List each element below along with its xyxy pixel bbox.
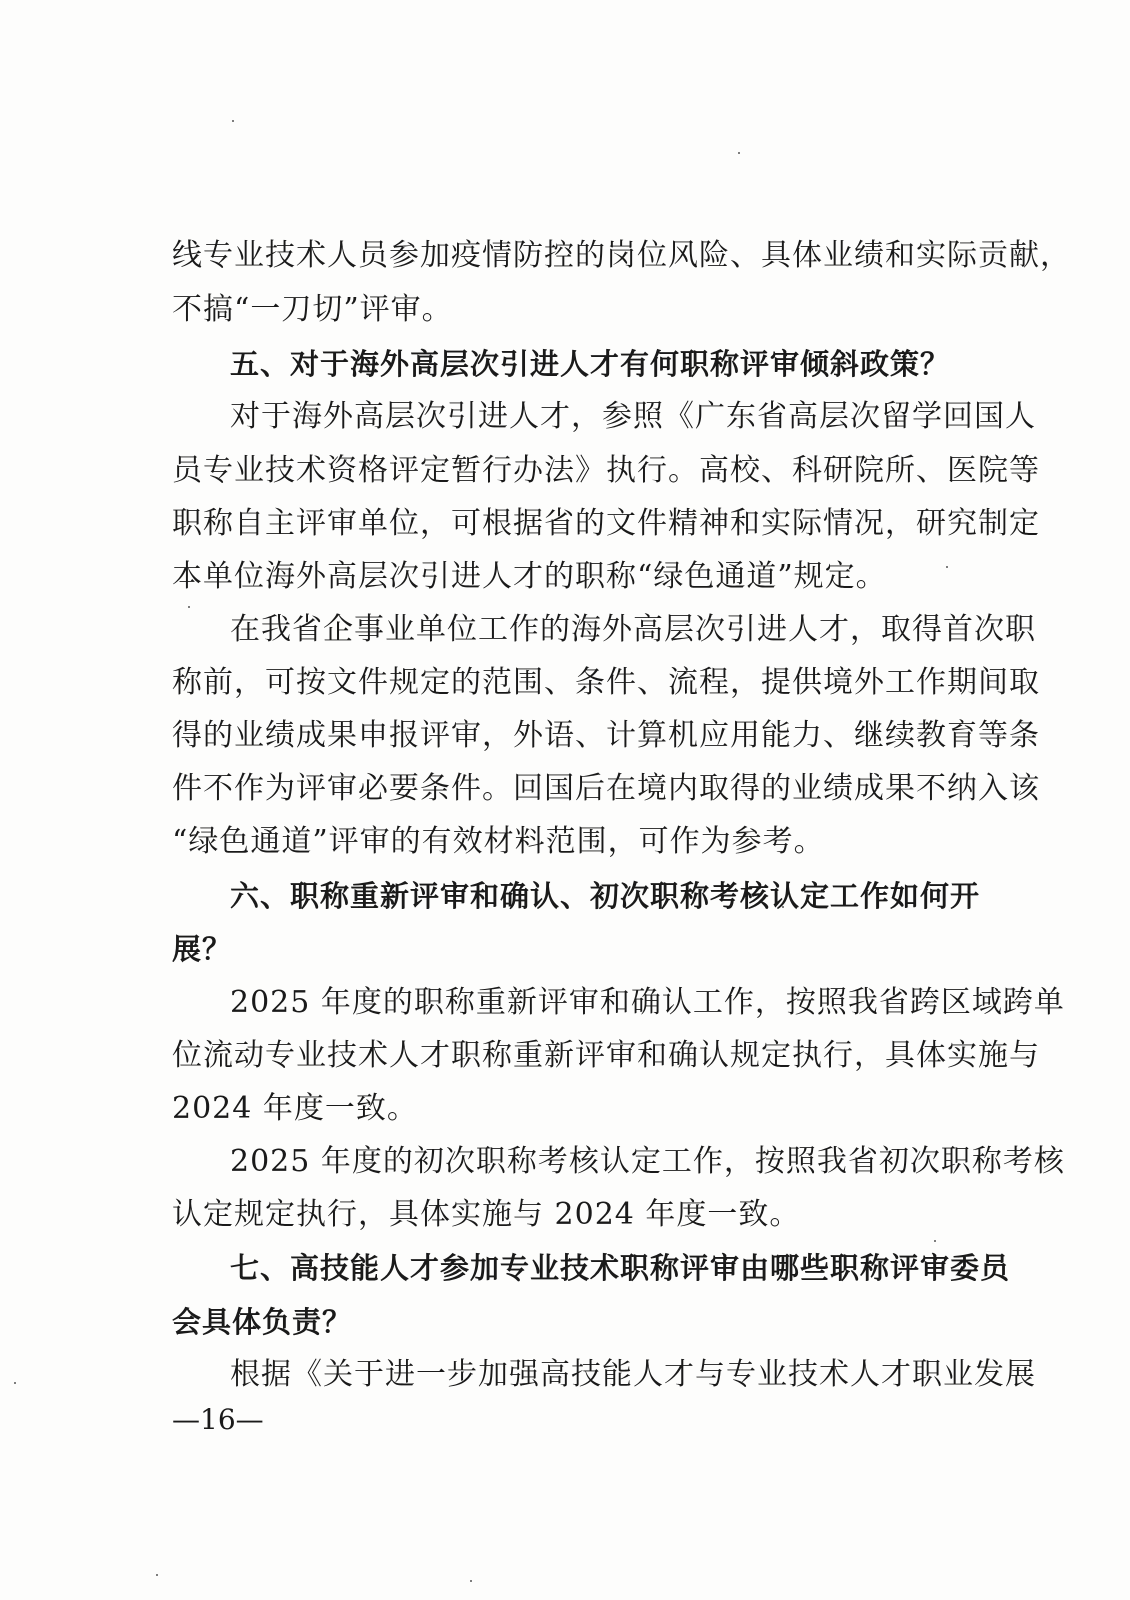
page-number: —16— xyxy=(172,1403,264,1436)
section-heading-5: 五、对于海外高层次引进人才有何职称评审倾斜政策？ xyxy=(230,347,951,381)
body-line: 称前，可按文件规定的范围、条件、流程，提供境外工作期间取 xyxy=(172,665,1040,700)
body-line: 2024 年度一致。 xyxy=(172,1091,418,1126)
section-heading-7-cont: 会具体负责？ xyxy=(172,1305,353,1339)
scan-speck xyxy=(738,152,740,154)
scan-speck xyxy=(946,566,948,568)
scan-speck xyxy=(156,1574,158,1576)
body-line: 职称自主评审单位，可根据省的文件精神和实际情况，研究制定 xyxy=(172,506,1040,541)
body-line: 本单位海外高层次引进人才的职称“绿色通道”规定。 xyxy=(172,559,887,594)
body-line: 在我省企事业单位工作的海外高层次引进人才，取得首次职 xyxy=(230,612,1036,647)
section-heading-7: 七、高技能人才参加专业技术职称评审由哪些职称评审委员 xyxy=(230,1251,1011,1285)
scan-speck xyxy=(188,606,190,608)
body-line: 线专业技术人员参加疫情防控的岗位风险、具体业绩和实际贡献， xyxy=(172,238,1071,273)
body-line: 2025 年度的职称重新评审和确认工作，按照我省跨区域跨单 xyxy=(230,985,1065,1020)
body-line: 员专业技术资格评定暂行办法》执行。高校、科研院所、医院等 xyxy=(172,453,1040,488)
scan-speck xyxy=(934,1240,936,1242)
scan-speck xyxy=(232,120,234,122)
body-line: 对于海外高层次引进人才，参照《广东省高层次留学回国人 xyxy=(230,399,1036,434)
body-line: 认定规定执行，具体实施与 2024 年度一致。 xyxy=(172,1197,801,1232)
body-line: 位流动专业技术人才职称重新评审和确认规定执行，具体实施与 xyxy=(172,1038,1040,1073)
body-line: 2025 年度的初次职称考核认定工作，按照我省初次职称考核 xyxy=(230,1144,1065,1179)
section-heading-6: 六、职称重新评审和确认、初次职称考核认定工作如何开 xyxy=(230,879,981,913)
body-line: “绿色通道”评审的有效材料范围，可作为参考。 xyxy=(172,824,825,859)
scan-speck xyxy=(470,1580,472,1582)
body-line: 不搞“一刀切”评审。 xyxy=(172,292,453,327)
scan-speck xyxy=(14,1382,16,1384)
body-line: 得的业绩成果申报评审，外语、计算机应用能力、继续教育等条 xyxy=(172,718,1040,753)
body-line: 根据《关于进一步加强高技能人才与专业技术人才职业发展 xyxy=(230,1357,1036,1392)
section-heading-6-cont: 展？ xyxy=(172,932,233,966)
body-line: 件不作为评审必要条件。回国后在境内取得的业绩成果不纳入该 xyxy=(172,771,1040,806)
